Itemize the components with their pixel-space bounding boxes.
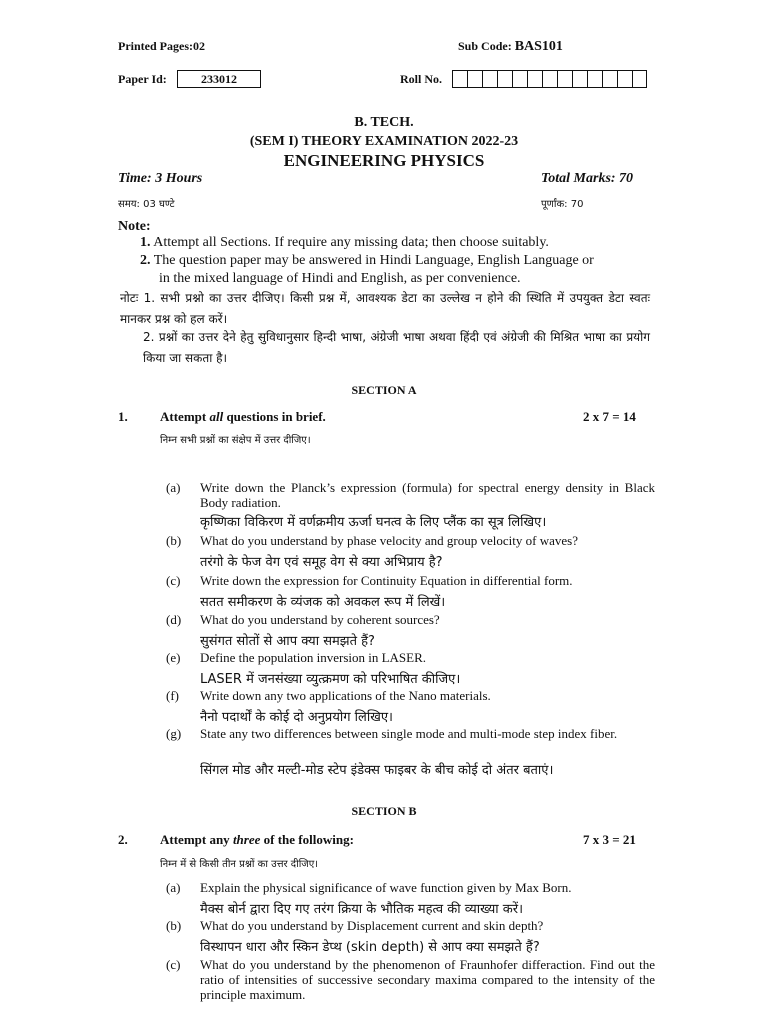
question-label: (a) <box>166 880 181 895</box>
question-text: Write down the expression for Continuity Equation in differential form. <box>200 573 573 588</box>
section-a-marks: 2 x 7 = 14 <box>583 409 636 424</box>
question-label: (b) <box>166 533 182 548</box>
section-b-title: SECTION B <box>351 804 417 818</box>
question-label: (a) <box>166 480 181 495</box>
question-text: Write down the Planck’s expression (formula) for spectral energy density in Black Body radiation. <box>200 480 655 510</box>
question-text-hindi: मैक्स बोर्न द्वारा दिए गए तरंग क्रिया के भौतिक महत्व की व्याख्या करें। <box>200 902 524 917</box>
note-item-2-cont: in the mixed language of Hindi and English, as per convenience. <box>159 271 521 286</box>
section-b-instruction-hindi: निम्न में से किसी तीन प्रश्नों का उत्तर दीजिए। <box>160 859 319 870</box>
question-text: What do you understand by Displacement current and skin depth? <box>200 918 544 933</box>
sub-code-value: BAS101 <box>514 39 563 54</box>
roll-no-label: Roll No. <box>400 72 442 86</box>
section-a-qnum: 1. <box>118 409 128 424</box>
question-text-hindi: तरंगो के फेज वेग एवं समूह वेग से क्या अभिप्राय है? <box>200 555 443 570</box>
total-marks: Total Marks: 70 <box>541 171 634 186</box>
note-hindi-1: नोटः 1. सभी प्रश्नो का उत्तर दीजिए। किसी प्रश्न में, आवश्यक डेटा का उल्लेख न होने की स्थिति में उपयुक्त डेटा स्वतः मानकर प्रश्न को हल करें। <box>120 291 650 326</box>
question-text: Write down any two applications of the Nano materials. <box>200 688 491 703</box>
note-item-2: 2. The question paper may be answered in Hindi Language, English Language or <box>140 253 594 268</box>
section-a-title: SECTION A <box>351 383 417 397</box>
question-text-hindi: विस्थापन धारा और स्किन डेप्थ (skin depth) से आप क्या समझते हैं? <box>200 940 540 955</box>
sub-code <box>458 39 563 55</box>
question-text-hindi: कृष्णिका विकिरण में वर्णक्रमीय ऊर्जा घनत्व के लिए प्लैंक का सूत्र लिखिए। <box>200 515 547 530</box>
question-label: (e) <box>166 650 181 665</box>
paper-id-box: 233012 <box>177 70 261 88</box>
section-b-marks: 7 x 3 = 21 <box>583 832 636 847</box>
marks-hindi: पूर्णांक: 70 <box>541 199 584 210</box>
note-hindi-2: 2. प्रश्नों का उत्तर देने हेतु सुविधानुसार हिन्दी भाषा, अंग्रेजी भाषा अथवा हिंदी एवं अंग्रेजी की मिश्रित भाषा का प्रयोग किया जा सकता है। <box>143 330 650 365</box>
question-text: State any two differences between single mode and multi-mode step index fiber. <box>200 726 618 741</box>
question-text: Explain the physical significance of wave function given by Max Born. <box>200 880 572 895</box>
question-label: (f) <box>166 688 179 703</box>
question-text: What do you understand by coherent sources? <box>200 612 440 627</box>
section-a-instruction-hindi: निम्न सभी प्रश्नों का संक्षेप में उत्तर दीजिए। <box>160 435 311 446</box>
time-hindi: समय: 03 घण्टे <box>118 199 175 210</box>
time-allowed: Time: 3 Hours <box>118 171 203 186</box>
question-text-hindi: नैनो पदार्थों के कोई दो अनुप्रयोग लिखिए। <box>200 710 393 725</box>
question-text: Define the population inversion in LASER. <box>200 650 427 665</box>
printed-pages: Printed Pages:02 <box>118 39 205 53</box>
note-heading: Note: <box>118 219 151 234</box>
question-text-hindi: सतत समीकरण के व्यंजक को अवकल रूप में लिखें। <box>200 595 446 610</box>
question-text-hindi: सुसंगत सोतों से आप क्या समझते हैं? <box>200 634 375 649</box>
exam-title: (SEM I) THEORY EXAMINATION 2022-23 <box>249 134 519 149</box>
roll-no-boxes <box>452 70 647 88</box>
question-label: (b) <box>166 918 182 933</box>
subject-title: ENGINEERING PHYSICS <box>283 151 485 170</box>
section-b-qnum: 2. <box>118 832 128 847</box>
note-item-1: 1. Attempt all Sections. If require any missing data; then choose suitably. <box>140 235 549 250</box>
question-label: (c) <box>166 573 181 588</box>
sub-code-label: Sub Code: <box>458 39 512 53</box>
question-label: (c) <box>166 957 181 972</box>
paper-id-label: Paper Id: <box>118 72 167 86</box>
question-text: What do you understand by the phenomenon of Fraunhofer differaction. Find out the ratio of intensities of successive secondary maxima compared to the intensity of the principle maximum. <box>200 957 655 1002</box>
program-title: B. TECH. <box>354 115 414 130</box>
section-b-instruction: Attempt any three of the following: <box>160 832 354 847</box>
question-label: (d) <box>166 612 182 627</box>
question-text: What do you understand by phase velocity and group velocity of waves? <box>200 533 578 548</box>
question-text-hindi: LASER में जनसंख्या व्युत्क्रमण को परिभाषित कीजिए। <box>200 672 461 687</box>
question-label: (g) <box>166 726 182 741</box>
section-a-instruction: Attempt all questions in brief. <box>160 409 326 424</box>
question-text-hindi: सिंगल मोड और मल्टी-मोड स्टेप इंडेक्स फाइबर के बीच कोई दो अंतर बताएं। <box>200 763 554 778</box>
